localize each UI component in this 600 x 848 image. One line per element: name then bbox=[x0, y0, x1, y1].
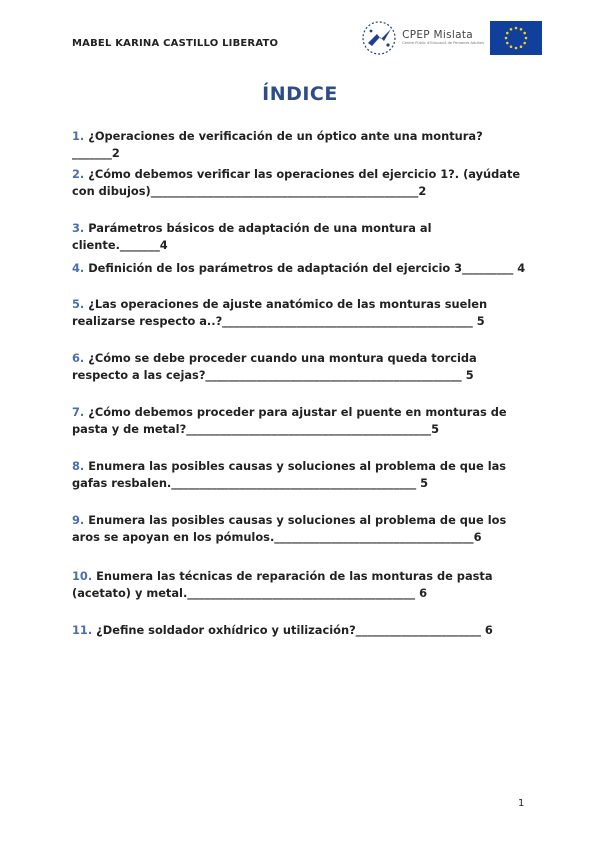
toc-entry-text: ¿Cómo debemos proceder para ajustar el puente en monturas de pasta y de metal?___________________________________________5 bbox=[72, 405, 507, 436]
toc-entry-text: ¿Cómo se debe proceder cuando una montura queda torcida respecto a las cejas?_____________________________________________ 5 bbox=[72, 351, 477, 382]
toc-entry-text: Parámetros básicos de adaptación de una montura al cliente._______4 bbox=[72, 221, 432, 252]
toc-entry-text: ¿Define soldador oxhídrico y utilización?______________________ 6 bbox=[92, 623, 493, 637]
toc-entry-text: Enumera las técnicas de reparación de las monturas de pasta (acetato) y metal.________________________________________ 6 bbox=[72, 569, 493, 600]
cpep-logo-title: CPEP Mislata bbox=[402, 28, 473, 41]
toc-entry-8[interactable] bbox=[72, 458, 528, 492]
toc-entry-number: 8. bbox=[72, 459, 85, 473]
toc-entry-text: ¿Cómo debemos verificar las operaciones del ejercicio 1?. (ayúdate con dibujos)_______________________________________________2 bbox=[72, 167, 521, 198]
toc-entry-1[interactable] bbox=[72, 128, 528, 162]
toc-entry-number: 11. bbox=[72, 623, 93, 637]
toc-entry-5[interactable] bbox=[72, 296, 528, 330]
toc-entry-6[interactable] bbox=[72, 350, 528, 384]
page-title: ÍNDICE bbox=[262, 83, 338, 105]
toc-entry-11[interactable] bbox=[72, 622, 528, 639]
toc-entry-text: Enumera las posibles causas y soluciones al problema de que las gafas resbalen.___________________________________________ 5 bbox=[72, 459, 507, 490]
toc-entry-number: 9. bbox=[72, 513, 85, 527]
toc-entry-2[interactable] bbox=[72, 166, 528, 200]
toc-entry-number: 2. bbox=[72, 167, 85, 181]
cpep-logo bbox=[360, 19, 484, 57]
toc-entry-4[interactable] bbox=[72, 260, 528, 277]
toc-entry-text: ¿Operaciones de verificación de un óptico ante una montura?_______2 bbox=[72, 129, 483, 160]
author-name: MABEL KARINA CASTILLO LIBERATO bbox=[72, 38, 279, 49]
toc-entry-text: Definición de los parámetros de adaptación del ejercicio 3_________ 4 bbox=[84, 261, 526, 275]
toc-entry-text: Enumera las posibles causas y soluciones al problema de que los aros se apoyan en los pómulos.___________________________________6 bbox=[72, 513, 507, 544]
page-number: 1 bbox=[518, 798, 525, 809]
toc-entry-9[interactable] bbox=[72, 512, 528, 546]
toc-entry-7[interactable] bbox=[72, 404, 528, 438]
toc-entry-number: 3. bbox=[72, 221, 85, 235]
toc-entry-number: 6. bbox=[72, 351, 85, 365]
toc-entry-3[interactable] bbox=[72, 220, 528, 254]
header-logos bbox=[360, 18, 542, 58]
toc-entry-text: ¿Las operaciones de ajuste anatómico de las monturas suelen realizarse respecto a..?____________________________________________ 5 bbox=[72, 297, 488, 328]
toc-entry-number: 7. bbox=[72, 405, 85, 419]
toc-entry-number: 5. bbox=[72, 297, 85, 311]
cpep-emblem-icon bbox=[360, 19, 398, 57]
toc-entry-number: 4. bbox=[72, 261, 85, 275]
eu-flag-icon bbox=[490, 21, 542, 55]
cpep-logo-subtitle: Centre Públic d'Educació de Persones Adultes bbox=[402, 41, 484, 46]
toc-entry-number: 1. bbox=[72, 129, 85, 143]
toc-entry-number: 10. bbox=[72, 569, 93, 583]
toc-entry-10[interactable] bbox=[72, 568, 528, 602]
